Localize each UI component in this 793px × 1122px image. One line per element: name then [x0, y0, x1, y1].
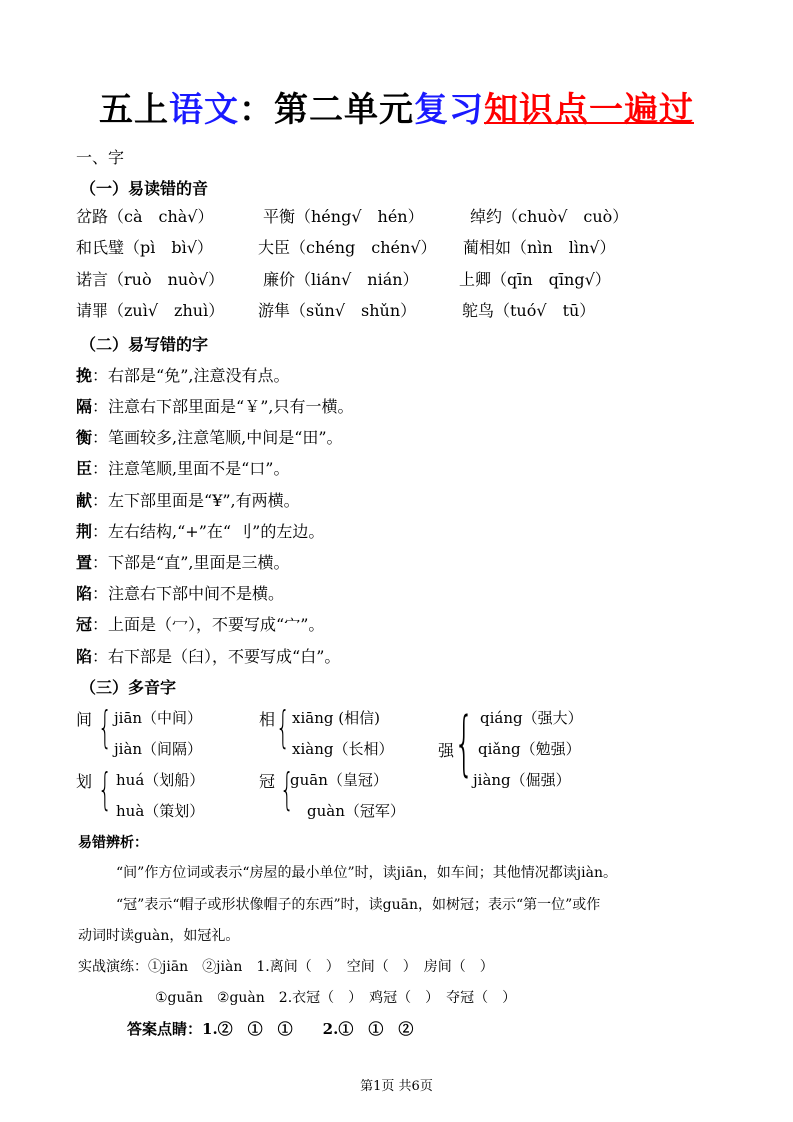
- poly-reading: huá（划船）: [116, 771, 205, 789]
- pron-item: 廉价（lián√ nián）: [263, 270, 419, 289]
- write-note: ：左下部里面是“¥”,有两横。: [92, 491, 300, 510]
- poly-reading: qiǎng（勉强）: [478, 740, 581, 758]
- write-char: 冠: [76, 615, 93, 634]
- title-part-5: 知识点一遍过: [484, 90, 694, 130]
- poly-char-guan: 冠: [259, 772, 276, 791]
- poly-reading: xiàng（长相）: [292, 740, 394, 758]
- section-heading: 一、字: [76, 148, 125, 167]
- poly-reading: guàn（冠军）: [307, 802, 405, 820]
- write-item: [76, 581, 284, 604]
- write-char: 陷: [76, 584, 93, 603]
- write-char: 挽: [76, 366, 93, 385]
- title-part-2: 语文: [169, 90, 239, 130]
- write-note: ：笔画较多,注意笔顺,中间是“田”。: [92, 428, 343, 447]
- analysis-paragraph: “冠”表示“帽子或形状像帽子的东西”时，读guān，如树冠；表示“第一位”或作: [116, 897, 601, 913]
- write-note: ：右部是“免”,注意没有点。: [92, 366, 290, 385]
- analysis-paragraph: 动词时读guàn，如冠礼。: [78, 928, 240, 944]
- write-note: ：右下部是（臼），不要写成“白”。: [92, 647, 341, 666]
- write-char: 陷: [76, 647, 93, 666]
- brace: {: [280, 764, 294, 815]
- write-note: ：下部是“直”,里面是三横。: [92, 553, 290, 572]
- write-note: ：注意笔顺,里面不是“口”。: [92, 459, 290, 478]
- analysis-paragraph: “间”作方位词或表示“房屋的最小单位”时，读jiān，如车间；其他情况都读jiàn。: [116, 865, 617, 881]
- write-item: [76, 456, 289, 479]
- poly-reading: xiāng (相信): [292, 709, 380, 727]
- pron-item: 诺言（ruò nuò√）: [76, 270, 225, 289]
- write-char: 置: [76, 553, 93, 572]
- poly-char-xiang: 相: [259, 710, 276, 729]
- poly-char-qiang: 强: [438, 741, 455, 760]
- pron-item: 请罪（zuì√ zhuì）: [76, 301, 225, 320]
- write-char: 献: [76, 491, 93, 510]
- pron-item: 岔路（cà chà√）: [76, 207, 214, 226]
- title-part-3: ：第二单元: [239, 90, 414, 130]
- write-item: [76, 519, 324, 542]
- write-item: [76, 363, 289, 386]
- pron-item: 和氏璧（pì bì√）: [76, 238, 213, 257]
- poly-char-hua: 划: [76, 772, 93, 791]
- page-footer: 第1页 共6页: [360, 1079, 433, 1094]
- poly-reading: qiáng（强大）: [480, 709, 583, 727]
- pron-item: 平衡（héng√ hén）: [263, 207, 424, 226]
- title-part-1: 五上: [99, 90, 169, 130]
- practice-line: 实战演练：①jiān ②jiàn 1.离间（ ） 空间（ ） 房间（ ）: [78, 959, 494, 975]
- pron-item: 上卿（qīn qīng√）: [459, 270, 611, 289]
- write-item: [76, 488, 300, 511]
- subsection-heading-polyphone: （三）多音字: [80, 678, 177, 697]
- write-item: [76, 550, 289, 573]
- write-item: [76, 612, 324, 635]
- analysis-label: 易错辨析：: [78, 835, 148, 851]
- pron-item: 大臣（chéng chén√）: [258, 238, 437, 257]
- brace: {: [454, 702, 475, 784]
- poly-reading: guān（皇冠）: [290, 771, 388, 789]
- write-char: 隔: [76, 397, 93, 416]
- write-char: 衡: [76, 428, 93, 447]
- write-item: [76, 644, 340, 667]
- subsection-heading-writing: （二）易写错的字: [80, 335, 209, 354]
- poly-reading: huà（策划）: [116, 802, 205, 820]
- brace: {: [276, 702, 290, 753]
- write-note: ：左右结构,“+”在“ 刂”的左边。: [92, 522, 325, 541]
- poly-reading: jiān（中间）: [114, 709, 203, 727]
- write-note: ：上面是（冖），不要写成“宀”。: [92, 615, 325, 634]
- brace: {: [98, 702, 112, 753]
- write-char: 荆: [76, 522, 93, 541]
- write-item: [76, 425, 343, 448]
- subsection-heading-pronunciation: （一）易读错的音: [80, 179, 209, 198]
- pron-item: 游隼（sǔn√ shǔn）: [258, 301, 417, 320]
- pron-item: 鸵鸟（tuó√ tū）: [462, 301, 596, 320]
- brace: {: [98, 764, 112, 815]
- write-note: ：注意右下部里面是“￥”,只有一横。: [92, 397, 354, 416]
- poly-char-jian: 间: [76, 710, 93, 729]
- practice-line: ①guān ②guàn 2.衣冠（ ） 鸡冠（ ） 夺冠（ ）: [155, 990, 517, 1006]
- pron-item: 绰约（chuò√ cuò）: [470, 207, 629, 226]
- poly-reading: jiàng（倔强）: [473, 771, 571, 789]
- title-part-4: 复习: [414, 90, 484, 130]
- write-item: [76, 394, 353, 417]
- poly-reading: jiàn（间隔）: [114, 740, 203, 758]
- page-title: [0, 82, 793, 131]
- write-note: ：注意右下部中间不是横。: [92, 584, 285, 603]
- answer-line: 答案点睛：1.② ① ① 2.① ① ②: [127, 1020, 414, 1038]
- pron-item: 蔺相如（nìn lìn√）: [463, 238, 616, 257]
- write-char: 臣: [76, 459, 93, 478]
